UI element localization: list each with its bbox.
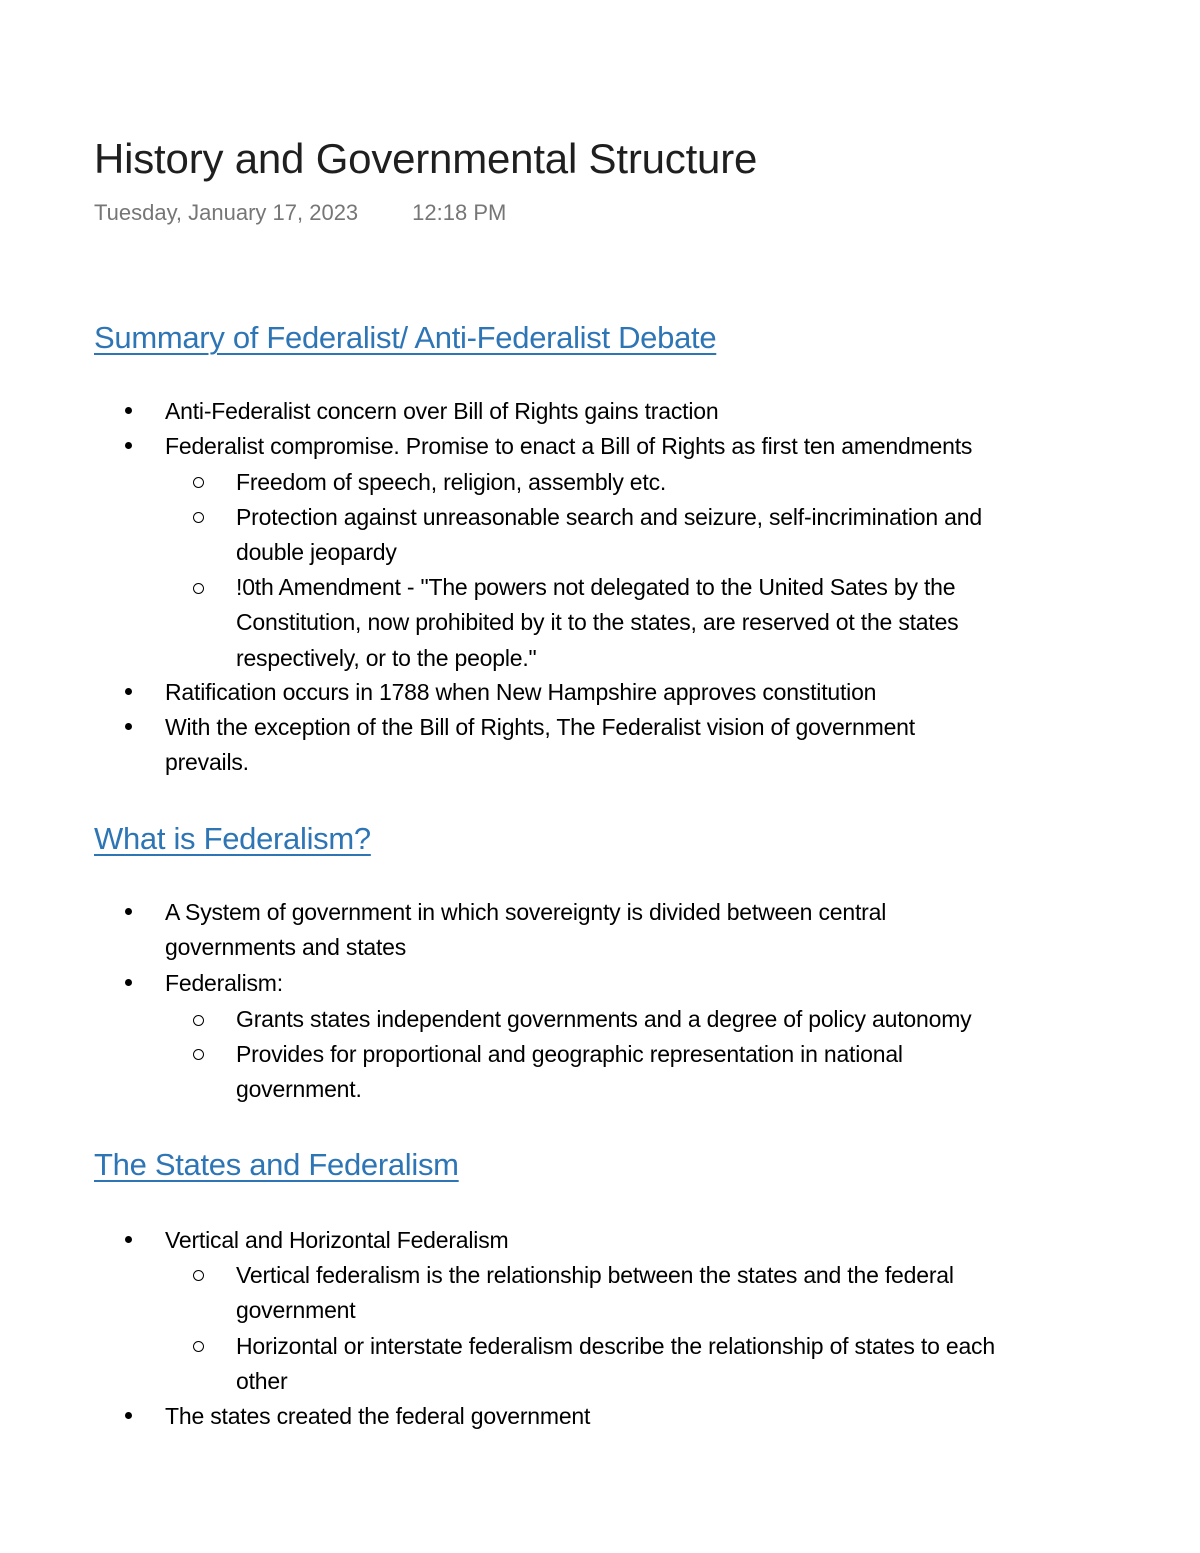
- bullet-circle: [193, 1015, 204, 1026]
- bullet-circle: [193, 583, 204, 594]
- list-item: Vertical federalism is the relationship between the states and the federal: [236, 1262, 954, 1288]
- list-item: Horizontal or interstate federalism describe the relationship of states to each: [236, 1333, 995, 1359]
- list-item: The states created the federal government: [165, 1403, 591, 1429]
- bullet-disc: [125, 1236, 132, 1243]
- bullet-circle: [193, 1270, 204, 1281]
- bullet-disc: [125, 688, 132, 695]
- list-item: !0th Amendment - "The powers not delegated to the United Sates by the: [236, 574, 956, 600]
- list-item-continuation: respectively, or to the people.": [236, 645, 537, 671]
- bullet-circle: [193, 1049, 204, 1060]
- list-item: Ratification occurs in 1788 when New Hampshire approves constitution: [165, 679, 877, 705]
- page-time: 12:18 PM: [412, 200, 507, 225]
- bullet-circle: [193, 512, 204, 523]
- list-item: A System of government in which sovereignty is divided between central: [165, 899, 887, 925]
- list-item: Federalist compromise. Promise to enact a Bill of Rights as first ten amendments: [165, 433, 973, 459]
- bullet-disc: [125, 407, 132, 414]
- list-item-continuation: Constitution, now prohibited by it to the states, are reserved ot the states: [236, 609, 959, 635]
- list-item: Anti-Federalist concern over Bill of Rights gains traction: [165, 398, 719, 424]
- list-item: With the exception of the Bill of Rights, The Federalist vision of government: [165, 714, 915, 740]
- list-item-continuation: government.: [236, 1076, 362, 1102]
- bullet-circle: [193, 477, 204, 488]
- list-item: Freedom of speech, religion, assembly etc.: [236, 469, 667, 495]
- list-item-continuation: government: [236, 1297, 356, 1323]
- bullet-disc: [125, 1412, 132, 1419]
- list-item: Vertical and Horizontal Federalism: [165, 1227, 509, 1253]
- page-title: History and Governmental Structure: [94, 135, 758, 182]
- list-item-continuation: governments and states: [165, 934, 407, 960]
- list-item-continuation: other: [236, 1368, 288, 1394]
- bullet-disc: [125, 723, 132, 730]
- list-item: Provides for proportional and geographic representation in national: [236, 1041, 903, 1067]
- section-heading-states: The States and Federalism: [94, 1147, 459, 1182]
- section-heading-federalism: What is Federalism?: [94, 821, 371, 856]
- bullet-disc: [125, 908, 132, 915]
- bullet-circle: [193, 1341, 204, 1352]
- section-heading-debate: Summary of Federalist/ Anti-Federalist Debate: [94, 320, 717, 355]
- page-timestamp: [94, 198, 506, 228]
- list-item: Federalism:: [165, 970, 283, 996]
- list-item-continuation: prevails.: [165, 749, 249, 775]
- bullet-disc: [125, 442, 132, 449]
- page-date: Tuesday, January 17, 2023: [94, 200, 359, 225]
- bullet-disc: [125, 979, 132, 986]
- list-item: Protection against unreasonable search and seizure, self-incrimination and: [236, 504, 982, 530]
- list-item-continuation: double jeopardy: [236, 539, 397, 565]
- list-item: Grants states independent governments and a degree of policy autonomy: [236, 1006, 972, 1032]
